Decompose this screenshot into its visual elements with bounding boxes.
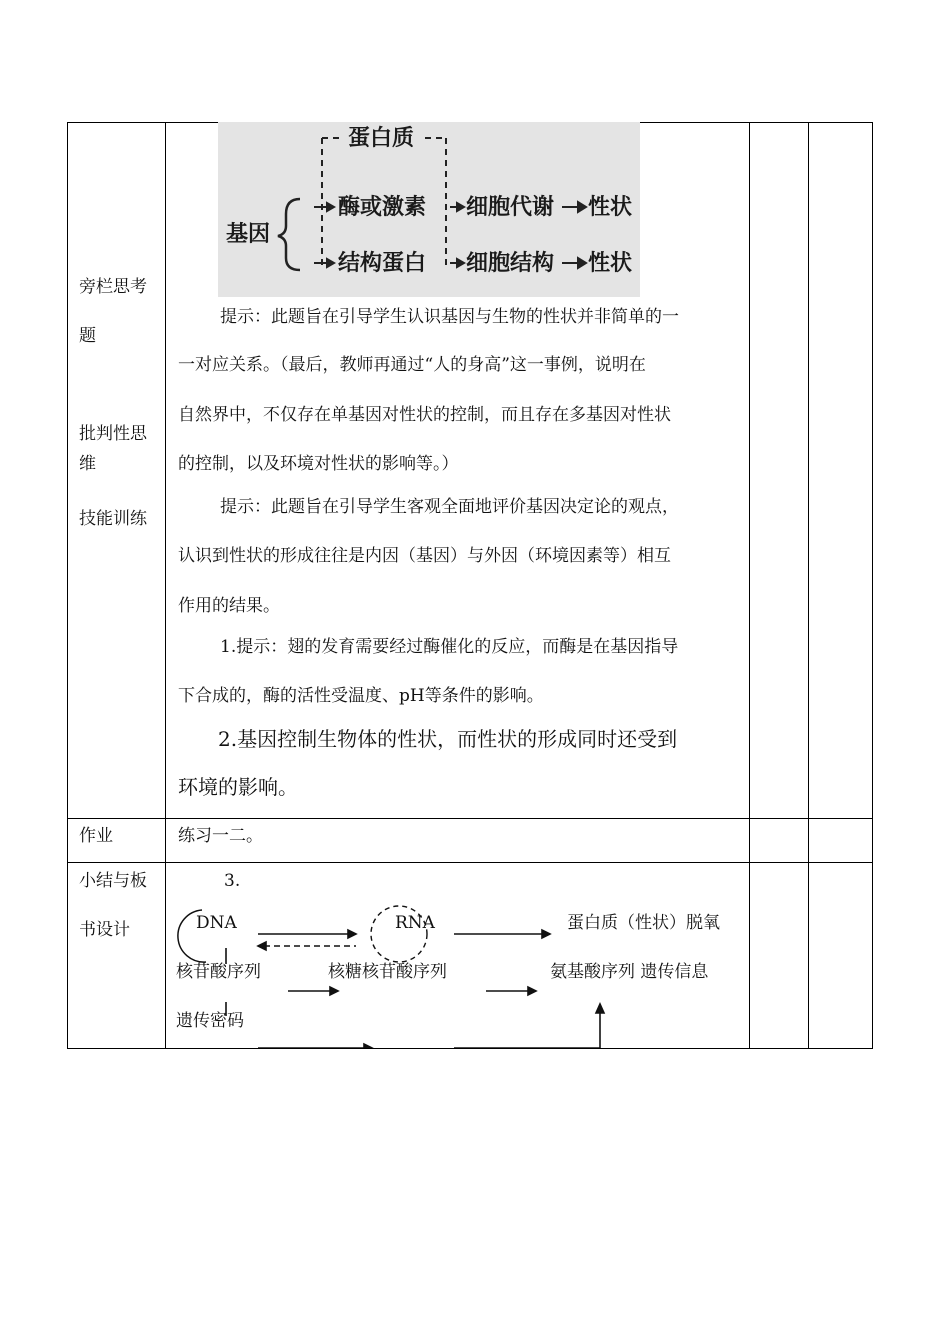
homework-content: 练习一二。 xyxy=(178,826,263,846)
paragraph-3-line-1: 1.提示：翅的发育需要经过酶催化的反应，而酶是在基因指导 xyxy=(220,637,679,657)
paragraph-1-line-1: 提示：此题旨在引导学生认识基因与生物的性状并非简单的一 xyxy=(220,307,679,327)
summary-ribo-seq: 核糖核苷酸序列 xyxy=(328,962,447,982)
label-sidebar-thinking: 旁栏思考 xyxy=(79,277,147,297)
table-border-bottom xyxy=(67,1048,873,1049)
label-critical-thinking: 批判性思 xyxy=(79,424,147,444)
label-summary-cont: 书设计 xyxy=(79,920,130,940)
summary-deoxy-seq: 核苷酸序列 xyxy=(176,962,261,982)
label-skill-training: 技能训练 xyxy=(79,509,147,529)
paragraph-3-line-2: 下合成的，酶的活性受温度、pH等条件的影响。 xyxy=(178,686,544,706)
row-divider-1 xyxy=(67,818,873,819)
diagram-background xyxy=(218,122,640,297)
diagram-trait-1: 性状 xyxy=(588,194,633,220)
label-critical-thinking-cont: 维 xyxy=(79,454,96,474)
summary-genetic-code: 遗传密码 xyxy=(176,1011,244,1031)
diagram-cell-metabolism: 细胞代谢 xyxy=(466,194,555,220)
summary-rna: RNA xyxy=(395,913,435,933)
arrow-head-translation xyxy=(542,930,550,938)
gene-trait-diagram xyxy=(218,122,640,297)
diagram-cell-structure: 细胞结构 xyxy=(466,250,555,276)
paragraph-4-line-2: 环境的影响。 xyxy=(178,775,298,799)
diagram-protein: 蛋白质 xyxy=(348,125,415,151)
paragraph-2-line-3: 作用的结果。 xyxy=(178,596,280,616)
arrow-head-up xyxy=(596,1004,604,1013)
diagram-enzyme-hormone: 酶或激素 xyxy=(338,194,427,220)
summary-number: 3. xyxy=(224,871,241,891)
arrow-head-bottom-1 xyxy=(364,1044,372,1048)
label-sidebar-thinking-cont: 题 xyxy=(79,326,96,346)
diagram-gene: 基因 xyxy=(226,221,271,247)
table-border-right xyxy=(872,122,873,1049)
summary-dna: DNA xyxy=(196,913,237,933)
paragraph-2-line-1: 提示：此题旨在引导学生客观全面地评价基因决定论的观点， xyxy=(220,497,679,517)
paragraph-1-line-2: 一对应关系。（最后，教师再通过“人的身高”这一事例，说明在 xyxy=(178,355,646,375)
label-homework: 作业 xyxy=(79,826,113,846)
diagram-structural-protein: 结构蛋白 xyxy=(338,250,427,276)
col-divider-3 xyxy=(808,122,809,1049)
arrow-head-seq-1 xyxy=(330,987,338,995)
table-border-left xyxy=(67,122,68,1049)
arrow-head-transcription xyxy=(348,930,356,938)
summary-flow-diagram xyxy=(166,864,749,1048)
arrow-head-seq-2 xyxy=(528,987,536,995)
paragraph-1-line-4: 的控制，以及环境对性状的影响等。） xyxy=(178,454,459,474)
paragraph-1-line-3: 自然界中，不仅存在单基因对性状的控制，而且存在多基因对性状 xyxy=(178,405,671,425)
row-divider-2 xyxy=(67,862,873,863)
label-summary: 小结与板 xyxy=(79,871,147,891)
col-divider-2 xyxy=(749,122,750,1049)
paragraph-4-line-1: 2.基因控制生物体的性状，而性状的形成同时还受到 xyxy=(218,727,678,751)
summary-protein-trait: 蛋白质（性状）脱氧 xyxy=(567,913,720,933)
paragraph-2-line-2: 认识到性状的形成往往是内因（基因）与外因（环境因素等）相互 xyxy=(178,546,671,566)
arrow-head-reverse-transcription xyxy=(258,942,266,950)
summary-amino-info: 氨基酸序列 遗传信息 xyxy=(550,962,709,982)
diagram-trait-2: 性状 xyxy=(588,250,633,276)
